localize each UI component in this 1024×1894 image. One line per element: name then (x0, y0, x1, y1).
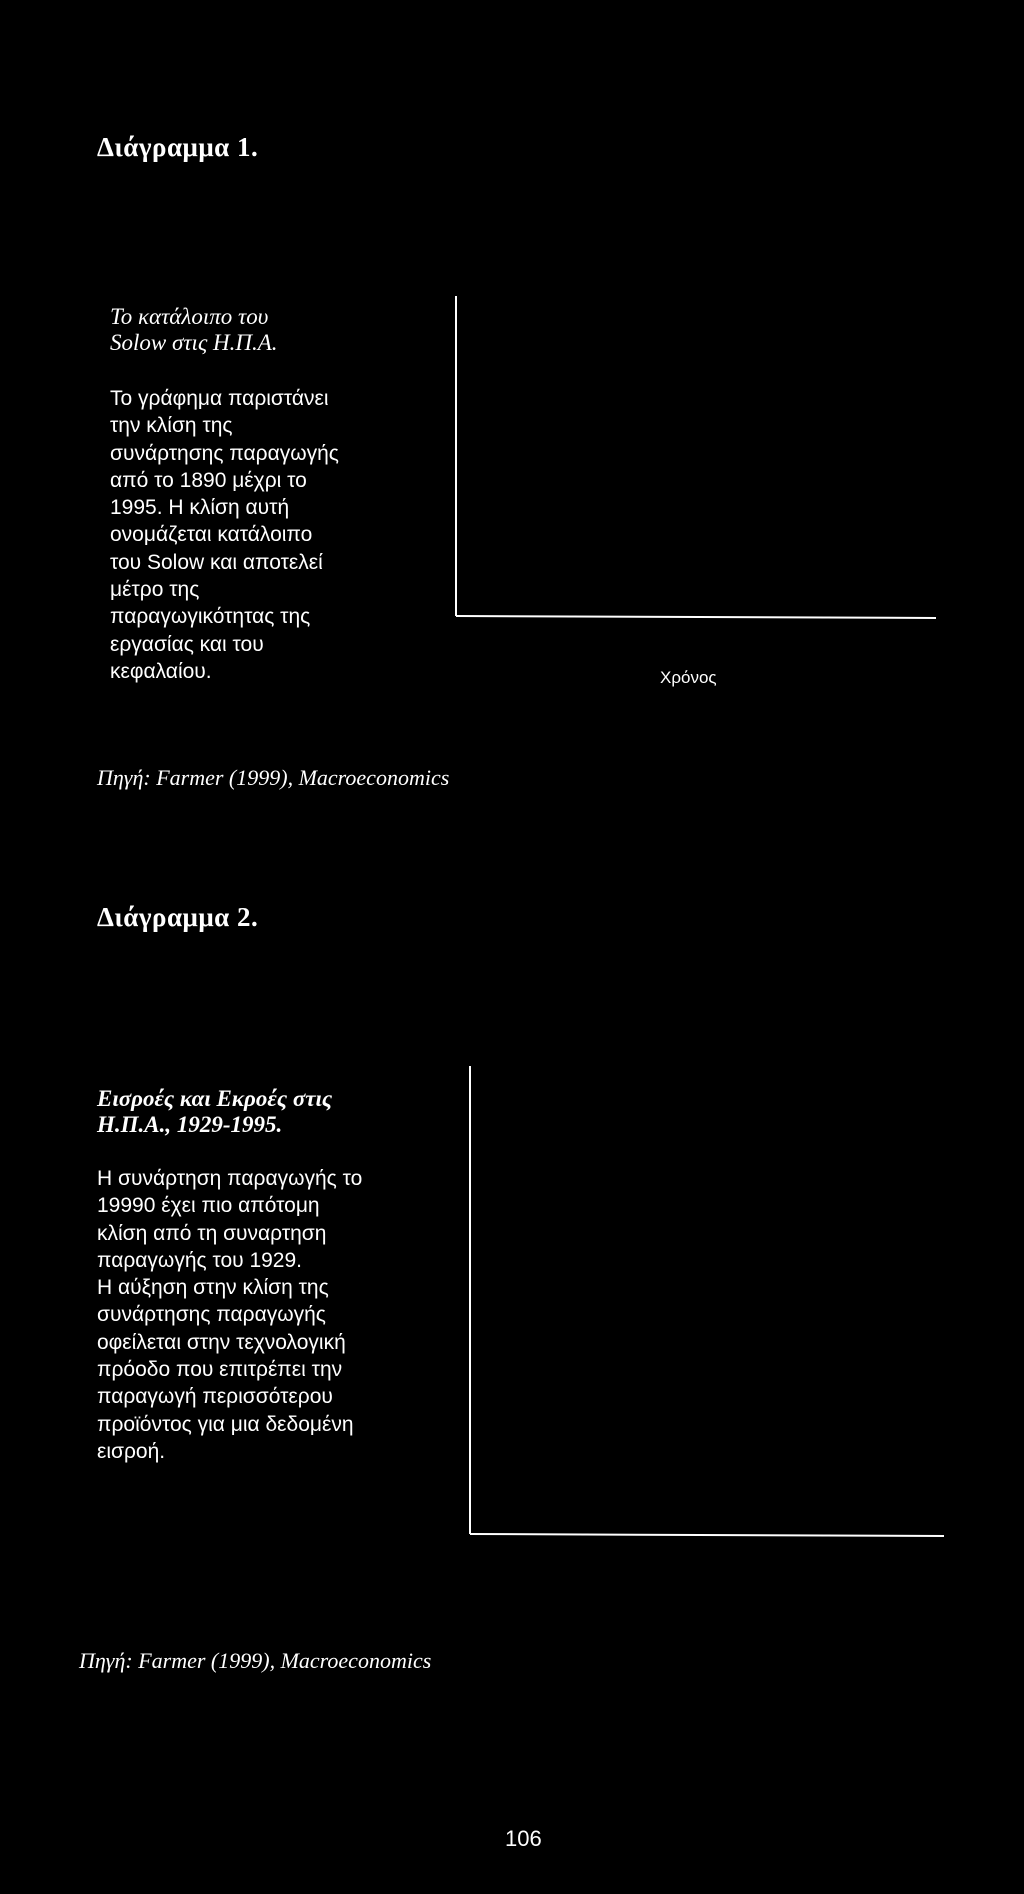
description-line: παραγωγής του 1929. (97, 1248, 302, 1272)
description-line: Η συνάρτηση παραγωγής το (97, 1167, 363, 1190)
diagram2-chart-axes (464, 1060, 954, 1540)
description-line: οφείλεται στην τεχνολογική (97, 1330, 346, 1354)
diagram2-caption (97, 1086, 332, 1138)
diagram1-caption-line: Solow στις Η.Π.Α. (110, 330, 278, 355)
description-line: 19990 έχει πιο απότομη (97, 1194, 320, 1218)
description-line: συνάρτησης παραγωγής (110, 441, 339, 465)
description-line: παραγωγή περισσότερου (97, 1385, 333, 1409)
description-line: του Solow και αποτελεί (110, 550, 323, 574)
description-line: ονομάζεται κατάλοιπο (110, 523, 313, 547)
description-line: εισροή. (97, 1439, 166, 1463)
description-line: κλίση από τη συναρτηση (97, 1221, 327, 1245)
description-line: μέτρο της (110, 578, 200, 602)
page-number: 106 (505, 1826, 542, 1851)
description-line: την κλίση της (110, 414, 233, 438)
diagram1-x-axis-label: Χρόνος (660, 668, 717, 687)
description-line: από το 1890 μέχρι το (110, 468, 307, 492)
diagram1-description (110, 385, 339, 685)
x-axis-line (456, 616, 936, 618)
diagram2-source: Πηγή: Farmer (1999), Macroeconomics (79, 1648, 432, 1673)
diagram1-caption (110, 304, 278, 356)
diagram1-chart-axes (450, 290, 940, 630)
description-line: Η αύξηση στην κλίση της (97, 1276, 329, 1300)
description-line: κεφαλαίου. (110, 659, 212, 683)
diagram1-caption-line: Το κατάλοιπο του (110, 304, 269, 329)
description-line: παραγωγικότητας της (110, 605, 311, 629)
diagram2-caption-line: Εισροές και Εκροές στις (97, 1086, 333, 1111)
diagram2-caption-line: Η.Π.Α., 1929-1995. (97, 1112, 283, 1137)
description-line: προϊόντος για μια δεδομένη (97, 1412, 354, 1436)
diagram2-description (97, 1165, 362, 1465)
x-axis-line (470, 1534, 944, 1536)
description-line: 1995. Η κλίση αυτή (110, 496, 290, 520)
description-line: Το γράφημα παριστάνει (110, 387, 329, 410)
description-line: εργασίας και του (110, 632, 264, 656)
diagram2-heading: Διάγραμμα 2. (97, 902, 259, 932)
diagram1-heading: Διάγραμμα 1. (97, 132, 259, 162)
description-line: συνάρτησης παραγωγής (97, 1303, 326, 1327)
description-line: πρόοδο που επιτρέπει την (97, 1358, 343, 1382)
diagram1-source: Πηγή: Farmer (1999), Macroeconomics (97, 765, 450, 790)
